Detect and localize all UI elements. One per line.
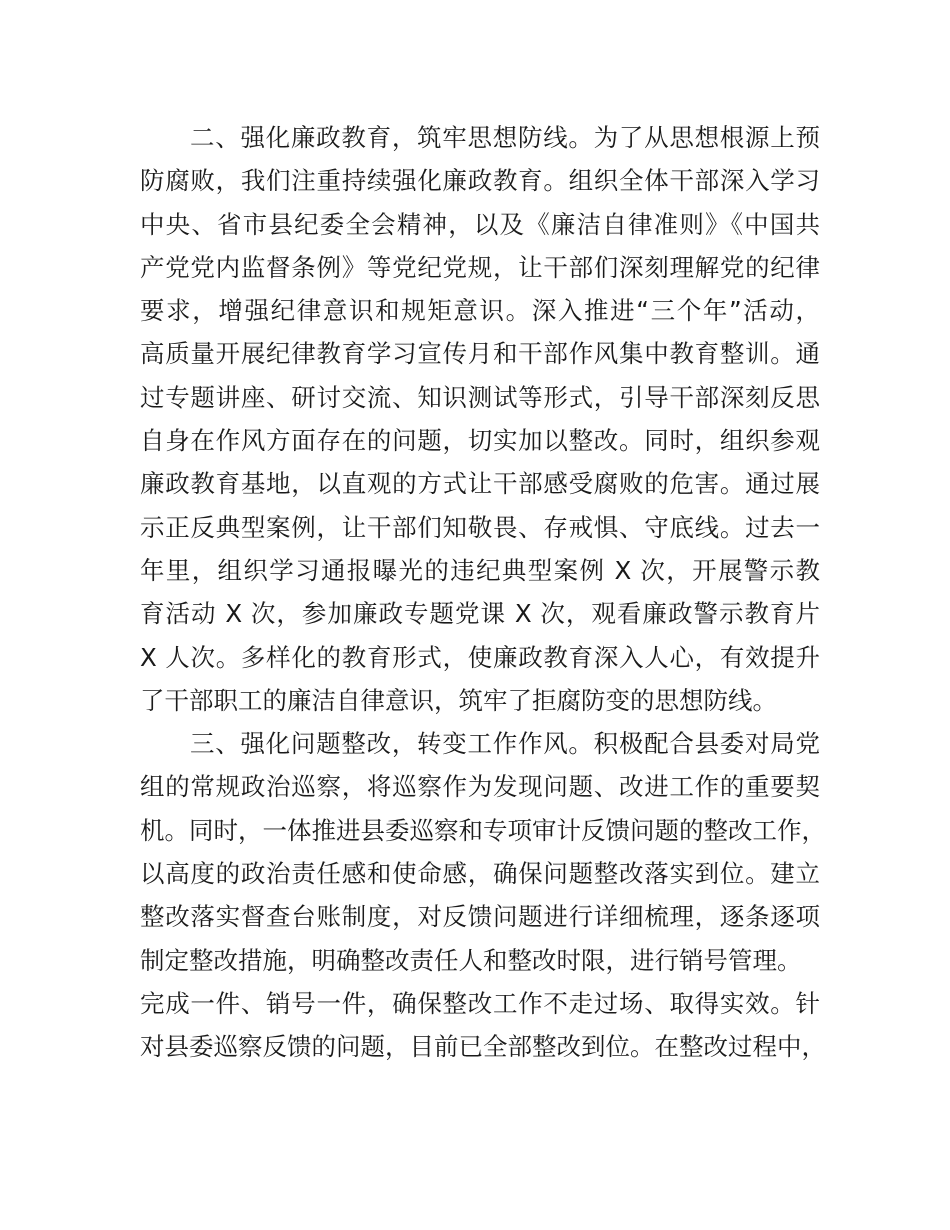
text-line: 年里，组织学习通报曝光的违纪典型案例 X 次，开展警示教 xyxy=(140,555,820,585)
text-line: 了干部职工的廉洁自律意识，筑牢了拒腐防变的思想防线。 xyxy=(140,685,777,715)
text-line: 要求，增强纪律意识和规矩意识。深入推进“三个年”活动， xyxy=(140,296,820,326)
paragraph-rectification xyxy=(140,722,826,1068)
text-line: 防腐败，我们注重持续强化廉政教育。组织全体干部深入学习 xyxy=(140,166,820,196)
text-line: 示正反典型案例，让干部们知敬畏、存戒惧、守底线。过去一 xyxy=(140,512,820,542)
document-body xyxy=(140,116,826,1069)
text-line: 中央、省市县纪委全会精神，以及《廉洁自律准则》《中国共 xyxy=(140,209,820,239)
text-line: 育活动 X 次，参加廉政专题党课 X 次，观看廉政警示教育片 xyxy=(140,599,820,629)
text-line: 以高度的政治责任感和使命感，确保问题整改落实到位。建立 xyxy=(140,859,820,889)
text-line: 组的常规政治巡察，将巡察作为发现问题、改进工作的重要契 xyxy=(140,772,820,802)
text-line: 廉政教育基地，以直观的方式让干部感受腐败的危害。通过展 xyxy=(140,469,820,499)
text-line: 高质量开展纪律教育学习宣传月和干部作风集中教育整训。通 xyxy=(140,339,820,369)
text-line: X 人次。多样化的教育形式，使廉政教育深入人心，有效提升 xyxy=(140,642,820,672)
text-line: 机。同时，一体推进县委巡察和专项审计反馈问题的整改工作， xyxy=(140,815,826,845)
text-line: 自身在作风方面存在的问题，切实加以整改。同时，组织参观 xyxy=(140,426,820,456)
text-line: 完成一件、销号一件，确保整改工作不走过场、取得实效。针 xyxy=(140,988,820,1018)
text-line: 产党党内监督条例》等党纪党规，让干部们深刻理解党的纪律 xyxy=(140,252,820,282)
text-line: 对县委巡察反馈的问题，目前已全部整改到位。在整改过程中， xyxy=(140,1032,826,1062)
text-line: 二、强化廉政教育，筑牢思想防线。为了从思想根源上预 xyxy=(190,123,820,152)
text-line: 三、强化问题整改，转变工作作风。积极配合县委对局党 xyxy=(190,729,820,759)
text-line: 整改落实督查台账制度，对反馈问题进行详细梳理，逐条逐项 xyxy=(140,902,820,932)
text-line: 制定整改措施，明确整改责任人和整改时限，进行销号管理。 xyxy=(140,945,802,975)
text-line: 过专题讲座、研讨交流、知识测试等形式，引导干部深刻反思 xyxy=(140,382,820,412)
paragraph-education xyxy=(140,116,820,722)
